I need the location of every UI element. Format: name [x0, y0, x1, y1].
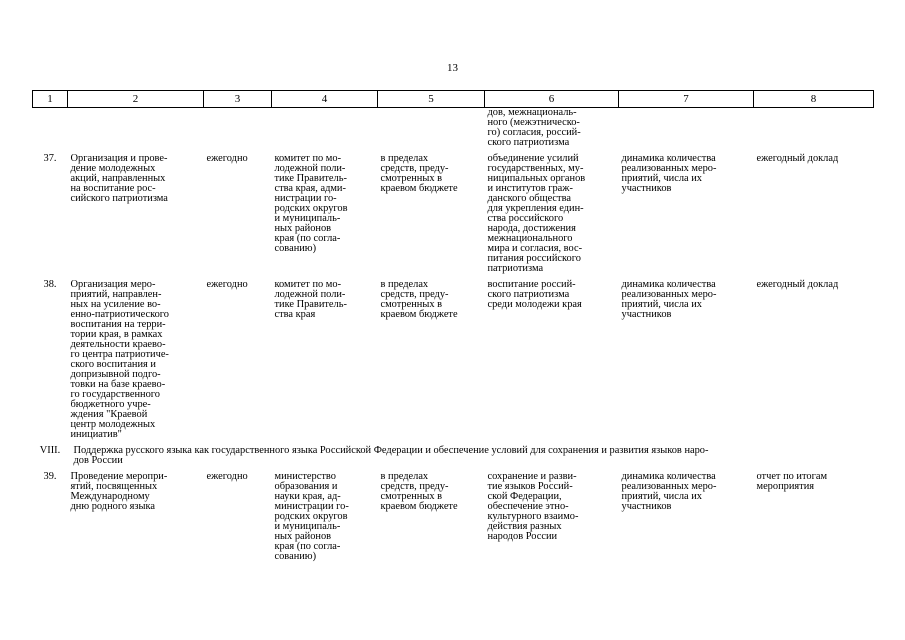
plan-table [32, 90, 874, 562]
report-text: отчет по итогам мероприятия [756, 471, 828, 492]
report-text: ежегодный доклад [756, 279, 839, 290]
row-number: 39. [43, 471, 57, 482]
period-text: ежегодно [206, 153, 248, 164]
period-text: ежегодно [206, 279, 248, 290]
executor-text: министерство образования и науки края, ад- министрации го- родских округов и муниципаль- ных районов края (по согла- сованию) [274, 471, 349, 562]
continuation-row [33, 108, 874, 149]
column-number-row [33, 91, 874, 108]
result-text: объединение усилий государственных, му- ниципальных органов и институтов граж- данского общества для укрепления един- ства российского народа, достижения межнационального мира и согласия, вос- питания российского патриотизма [487, 153, 586, 274]
funding-text: в пределах средств, преду- смотренных в краевом бюджете [380, 471, 458, 512]
table-row [33, 154, 874, 274]
row-number: 37. [43, 153, 57, 164]
page-number: 13 [447, 62, 458, 74]
result-text: воспитание россий- ского патриотизма среди молодежи края [487, 279, 582, 310]
table-row [33, 472, 874, 562]
column-header-8: 8 [754, 91, 874, 108]
funding-text: в пределах средств, преду- смотренных в краевом бюджете [380, 153, 458, 194]
activity-text: Проведение меропри- ятий, посвященных Международному дню родного языка [70, 471, 168, 512]
report-text: ежегодный доклад [756, 153, 839, 164]
indicator-text: динамика количества реализованных меро- приятий, числа их участников [621, 153, 717, 194]
section-number: VIII. [39, 445, 61, 456]
column-header-7: 7 [619, 91, 754, 108]
result-text: сохранение и разви- тие языков Россий- ской Федерации, обеспечение этно- культурного взаимо- действия разных народов России [487, 471, 579, 542]
table-row [33, 280, 874, 440]
activity-text: Организация и прове- дение молодежных акций, направленных на воспитание рос- сийского патриотизма [70, 153, 168, 204]
executor-text: комитет по мо- лодежной поли- тике Правитель- ства края [274, 279, 347, 320]
indicator-text: динамика количества реализованных меро- приятий, числа их участников [621, 471, 717, 512]
section-row [33, 446, 874, 466]
section-title: Поддержка русского языка как государственного языка Российской Федерации и обеспечение условий для сохранения и развития языков наро- дов России [73, 445, 709, 466]
column-header-6: 6 [485, 91, 619, 108]
row-number: 38. [43, 279, 57, 290]
continuation-result-text: дов, межнациональ- ного (межэтническо- го) согласия, россий- ского патриотизма [487, 107, 581, 148]
activity-text: Организация меро- приятий, направлен- ных на усиление во- енно-патриотического воспитания на терри- тории края, в рамках деятельности краево- го центра патриотиче- ского воспитания и допризывной подго- товки на базе краево- го государственного бюджетного учре- ждения "Краевой центр молодежных инициатив" [70, 279, 169, 440]
column-header-4: 4 [272, 91, 378, 108]
column-header-1: 1 [33, 91, 68, 108]
column-header-2: 2 [68, 91, 204, 108]
executor-text: комитет по мо- лодежной поли- тике Правитель- ства края, адми- нистрации го- родских округов и муниципаль- ных районов края (по согла- сованию) [274, 153, 348, 254]
column-header-5: 5 [378, 91, 485, 108]
period-text: ежегодно [206, 471, 248, 482]
funding-text: в пределах средств, преду- смотренных в краевом бюджете [380, 279, 458, 320]
column-header-3: 3 [204, 91, 272, 108]
indicator-text: динамика количества реализованных меро- приятий, числа их участников [621, 279, 717, 320]
